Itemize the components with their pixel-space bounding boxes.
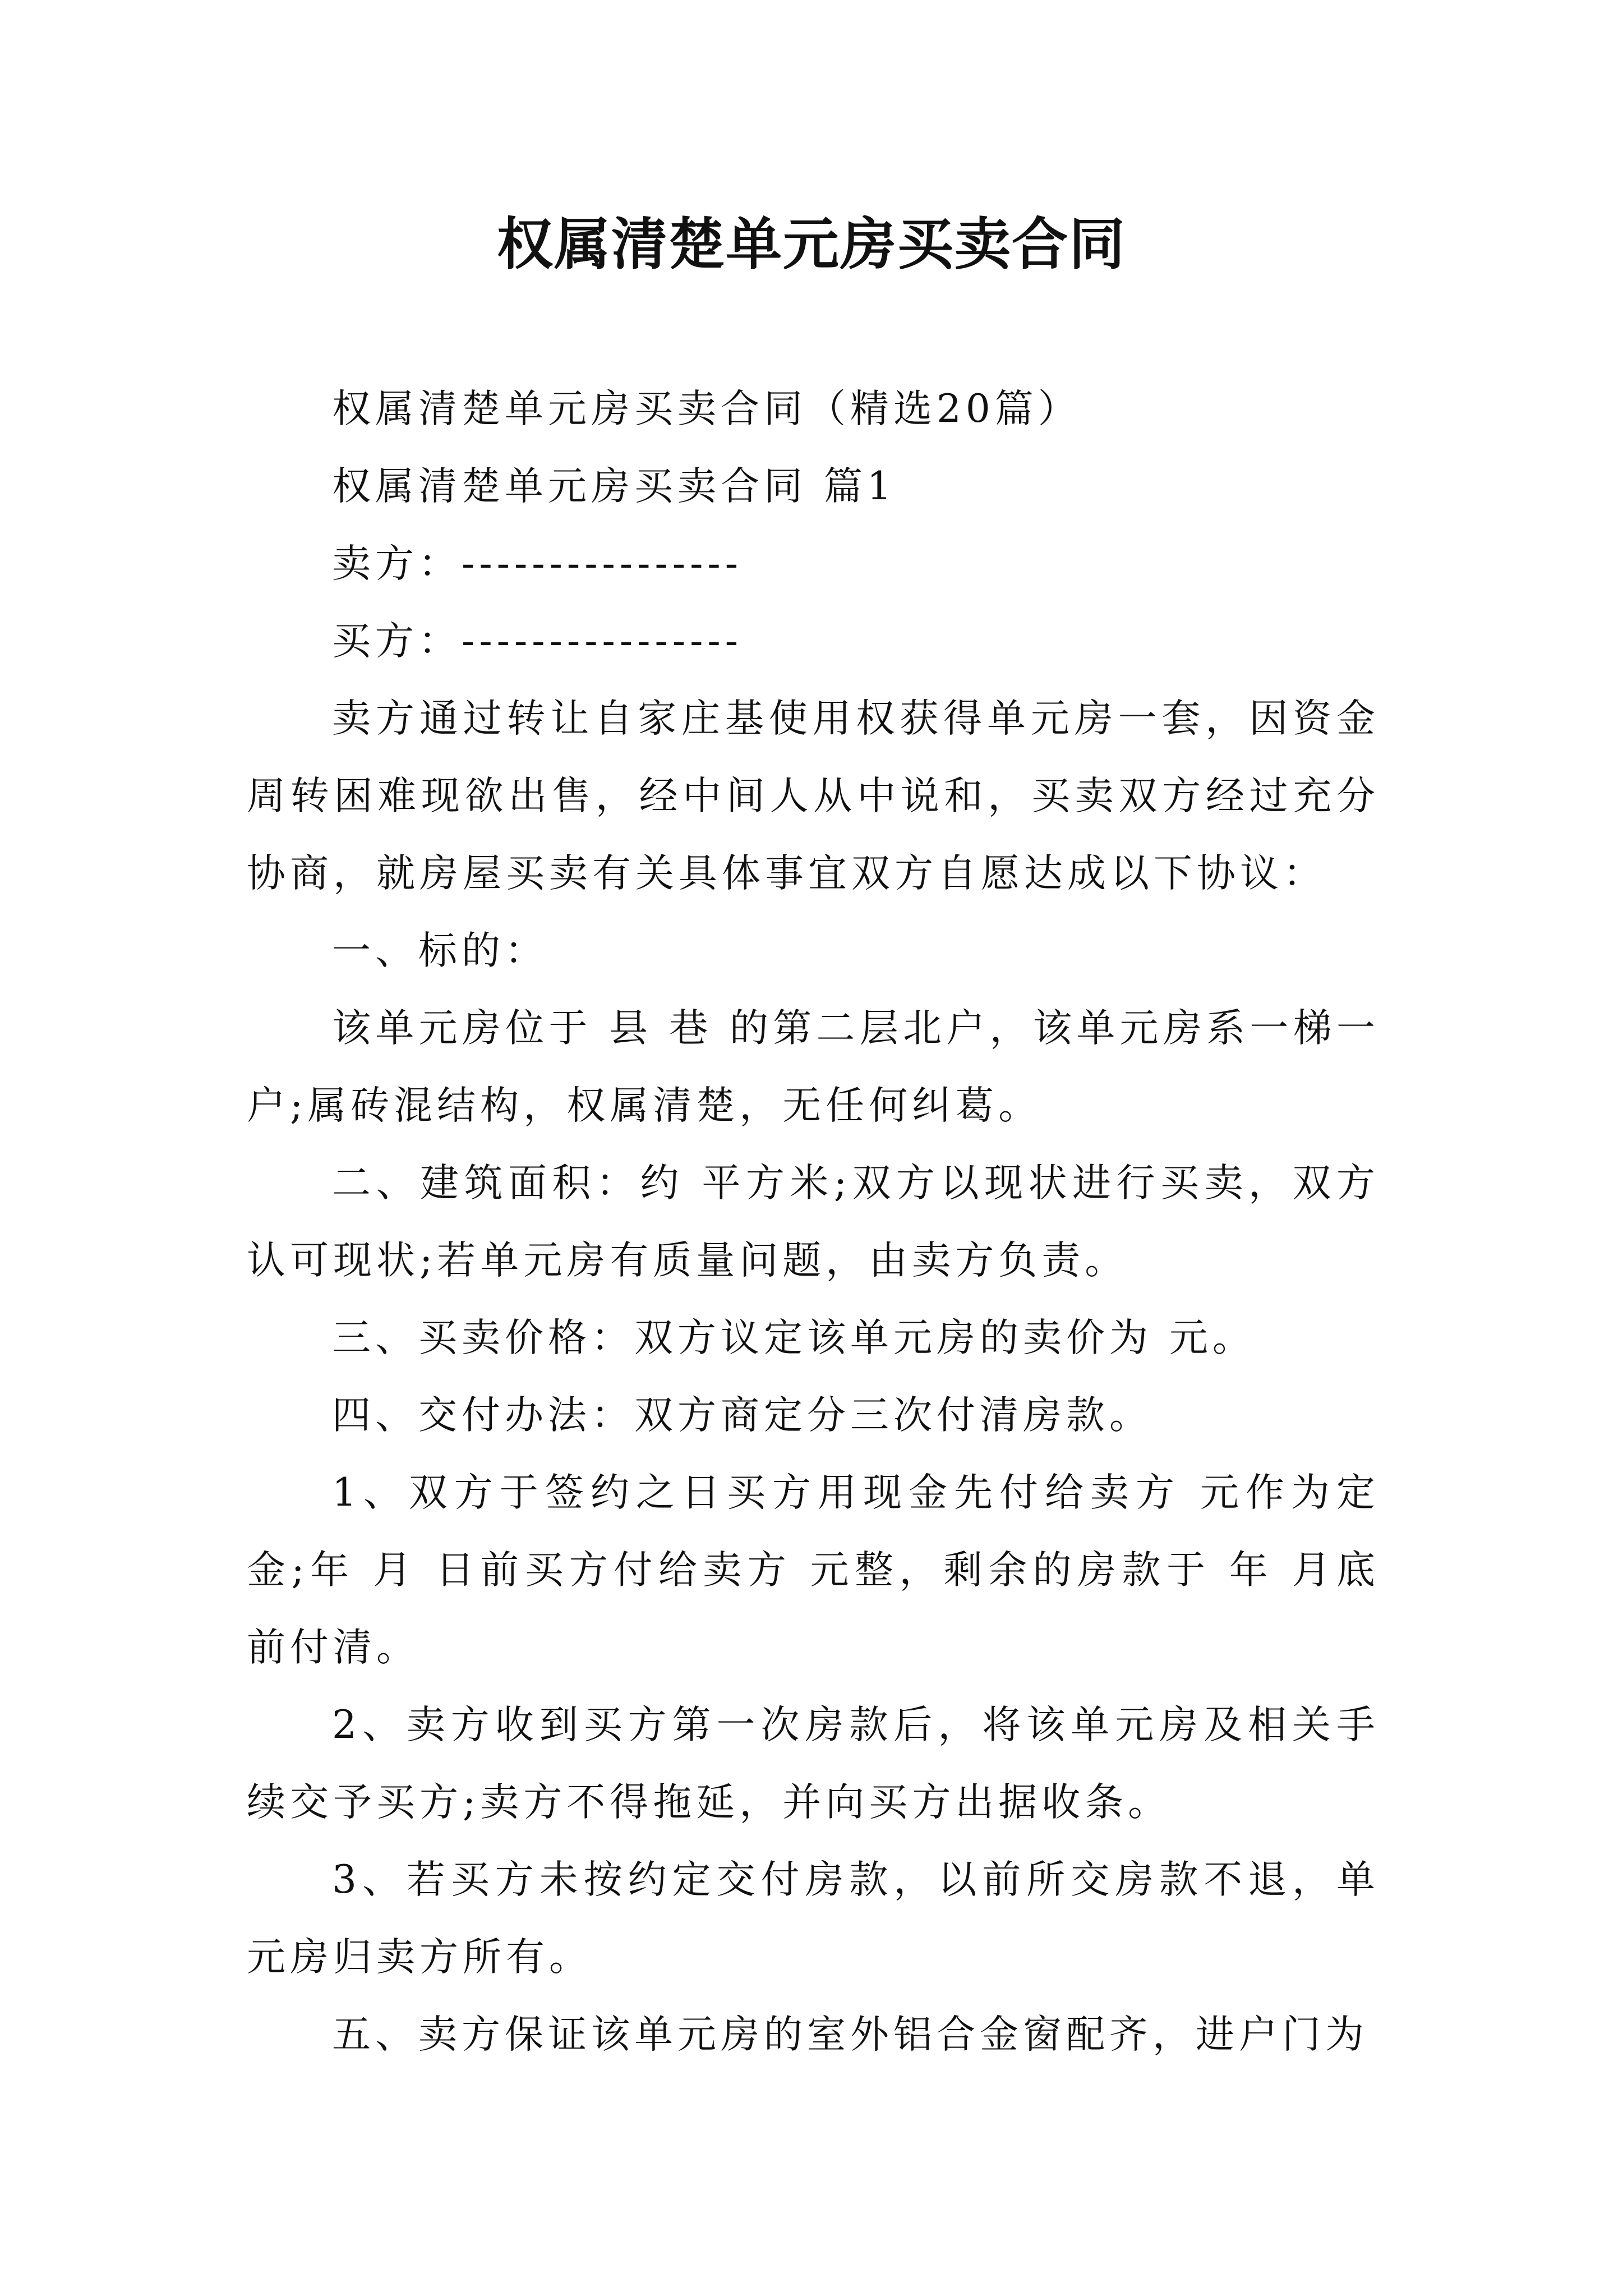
document-title: 权属清楚单元房买卖合同 <box>497 211 1126 277</box>
paragraph-section-5: 五、卖方保证该单元房的室外铝合金窗配齐，进户门为 <box>332 2012 1368 2057</box>
paragraph-seller-line: 卖方：---------------- <box>332 541 743 586</box>
paragraph-section-3: 三、买卖价格：双方议定该单元房的卖价为 元。 <box>332 1315 1256 1360</box>
paragraph-section-2: 二、建筑面积：约 平方米;双方以现状进行买卖，双方认可现状;若单元房有质量问题，由卖方负责。 <box>247 1161 1380 1283</box>
paragraph-preamble: 卖方通过转让自家庄基使用权获得单元房一套，因资金周转困难现欲出售，经中间人从中说和，买卖双方经过充分协商，就房屋买卖有关具体事宜双方自愿达成以下协议： <box>247 696 1380 896</box>
paragraph-section-4: 四、交付办法：双方商定分三次付清房款。 <box>332 1393 1152 1438</box>
paragraph-subtitle: 权属清楚单元房买卖合同（精选20篇） <box>332 386 1081 431</box>
document-body <box>247 370 1380 2073</box>
paragraph-chapter-heading: 权属清楚单元房买卖合同 篇1 <box>332 464 896 509</box>
paragraph-section-1-heading: 一、标的： <box>332 928 548 973</box>
paragraph-section-1-body: 该单元房位于 县 巷 的第二层北户，该单元房系一梯一户;属砖混结构，权属清楚，无任何纠葛。 <box>247 1006 1380 1128</box>
paragraph-clause-4-2: 2、卖方收到买方第一次房款后，将该单元房及相关手续交予买方;卖方不得拖延，并向买方出据收条。 <box>247 1703 1380 1825</box>
paragraph-buyer-line: 买方：---------------- <box>332 619 743 664</box>
paragraph-clause-4-3: 3、若买方未按约定交付房款，以前所交房款不退，单元房归卖方所有。 <box>247 1857 1380 1980</box>
paragraph-clause-4-1: 1、双方于签约之日买方用现金先付给卖方 元作为定金;年 月 日前买方付给卖方 元整，剩余的房款于 年 月底前付清。 <box>247 1470 1380 1670</box>
